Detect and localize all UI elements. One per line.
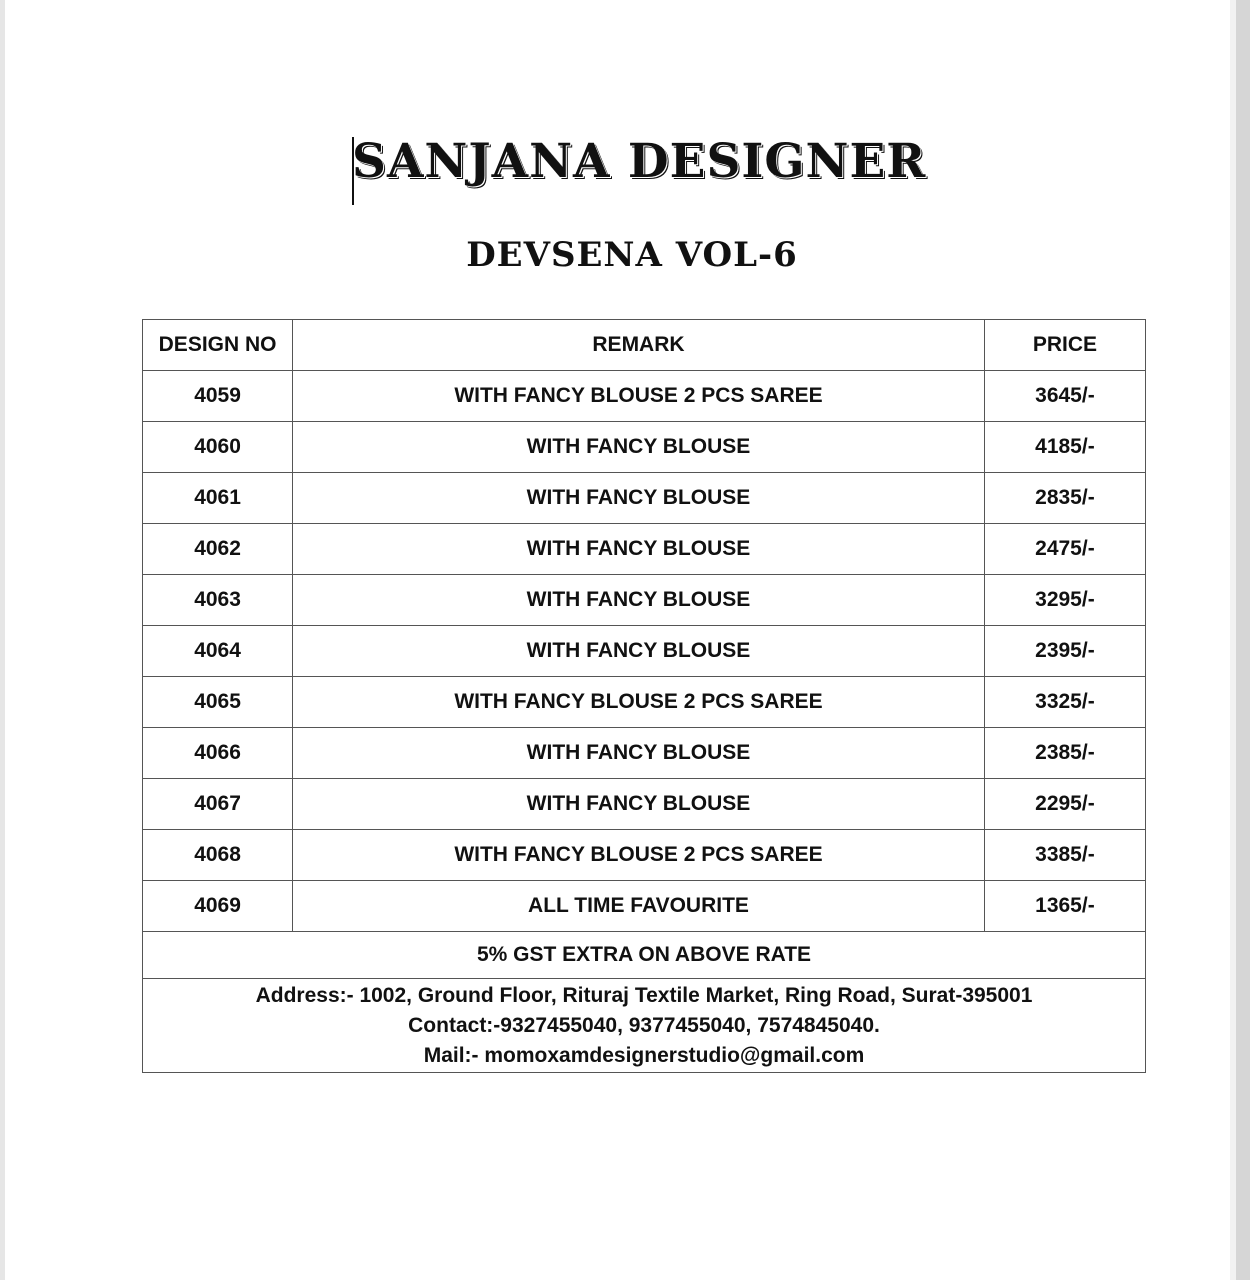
remark-cell: WITH FANCY BLOUSE (293, 524, 985, 575)
address-line: Address:- 1002, Ground Floor, Rituraj Textile Market, Ring Road, Surat-395001 (255, 983, 1033, 1007)
mail-line: Mail:- momoxamdesignerstudio@gmail.com (423, 1043, 865, 1067)
price-cell: 2835/- (984, 473, 1145, 524)
contact-info-row (143, 979, 1146, 1073)
gst-note: 5% GST EXTRA ON ABOVE RATE (143, 932, 1146, 979)
price-cell: 4185/- (984, 422, 1145, 473)
gst-note-row (143, 932, 1146, 979)
page-right-edge (1236, 0, 1250, 1280)
remark-cell: WITH FANCY BLOUSE (293, 422, 985, 473)
price-cell: 2295/- (984, 779, 1145, 830)
design-no-cell: 4067 (143, 779, 293, 830)
design-no-cell: 4064 (143, 626, 293, 677)
price-cell: 3295/- (984, 575, 1145, 626)
table-row (143, 575, 1146, 626)
contact-line: Contact:-9327455040, 9377455040, 7574845040. (408, 1013, 880, 1037)
table-row (143, 830, 1146, 881)
remark-cell: WITH FANCY BLOUSE (293, 575, 985, 626)
price-cell: 2385/- (984, 728, 1145, 779)
table-row (143, 473, 1146, 524)
price-cell: 2395/- (984, 626, 1145, 677)
price-cell: 3645/- (984, 371, 1145, 422)
table-body (143, 371, 1146, 1073)
table-header-row (143, 320, 1146, 371)
remark-cell: WITH FANCY BLOUSE (293, 728, 985, 779)
table-row (143, 728, 1146, 779)
header-price: PRICE (984, 320, 1145, 371)
remark-cell: WITH FANCY BLOUSE (293, 779, 985, 830)
remark-cell: WITH FANCY BLOUSE 2 PCS SAREE (293, 371, 985, 422)
design-no-cell: 4066 (143, 728, 293, 779)
remark-cell: ALL TIME FAVOURITE (293, 881, 985, 932)
price-cell: 2475/- (984, 524, 1145, 575)
design-no-cell: 4068 (143, 830, 293, 881)
design-no-cell: 4061 (143, 473, 293, 524)
table-row (143, 524, 1146, 575)
design-no-cell: 4062 (143, 524, 293, 575)
price-cell: 3385/- (984, 830, 1145, 881)
contact-info-cell (143, 979, 1146, 1073)
header-design-no: DESIGN NO (143, 320, 293, 371)
page-left-edge (0, 0, 5, 1280)
table-row (143, 779, 1146, 830)
table-row (143, 626, 1146, 677)
table-row (143, 422, 1146, 473)
price-cell: 3325/- (984, 677, 1145, 728)
design-no-cell: 4065 (143, 677, 293, 728)
price-cell: 1365/- (984, 881, 1145, 932)
remark-cell: WITH FANCY BLOUSE 2 PCS SAREE (293, 677, 985, 728)
design-no-cell: 4060 (143, 422, 293, 473)
table-row (143, 677, 1146, 728)
design-no-cell: 4059 (143, 371, 293, 422)
table-row (143, 881, 1146, 932)
table-row (143, 371, 1146, 422)
catalog-subtitle: DEVSENA VOL-6 (466, 235, 798, 275)
remark-cell: WITH FANCY BLOUSE (293, 626, 985, 677)
design-no-cell: 4069 (143, 881, 293, 932)
remark-cell: WITH FANCY BLOUSE (293, 473, 985, 524)
remark-cell: WITH FANCY BLOUSE 2 PCS SAREE (293, 830, 985, 881)
header-remark: REMARK (293, 320, 985, 371)
brand-title: SANJANA DESIGNER (352, 134, 927, 189)
price-table (142, 319, 1146, 1073)
design-no-cell: 4063 (143, 575, 293, 626)
